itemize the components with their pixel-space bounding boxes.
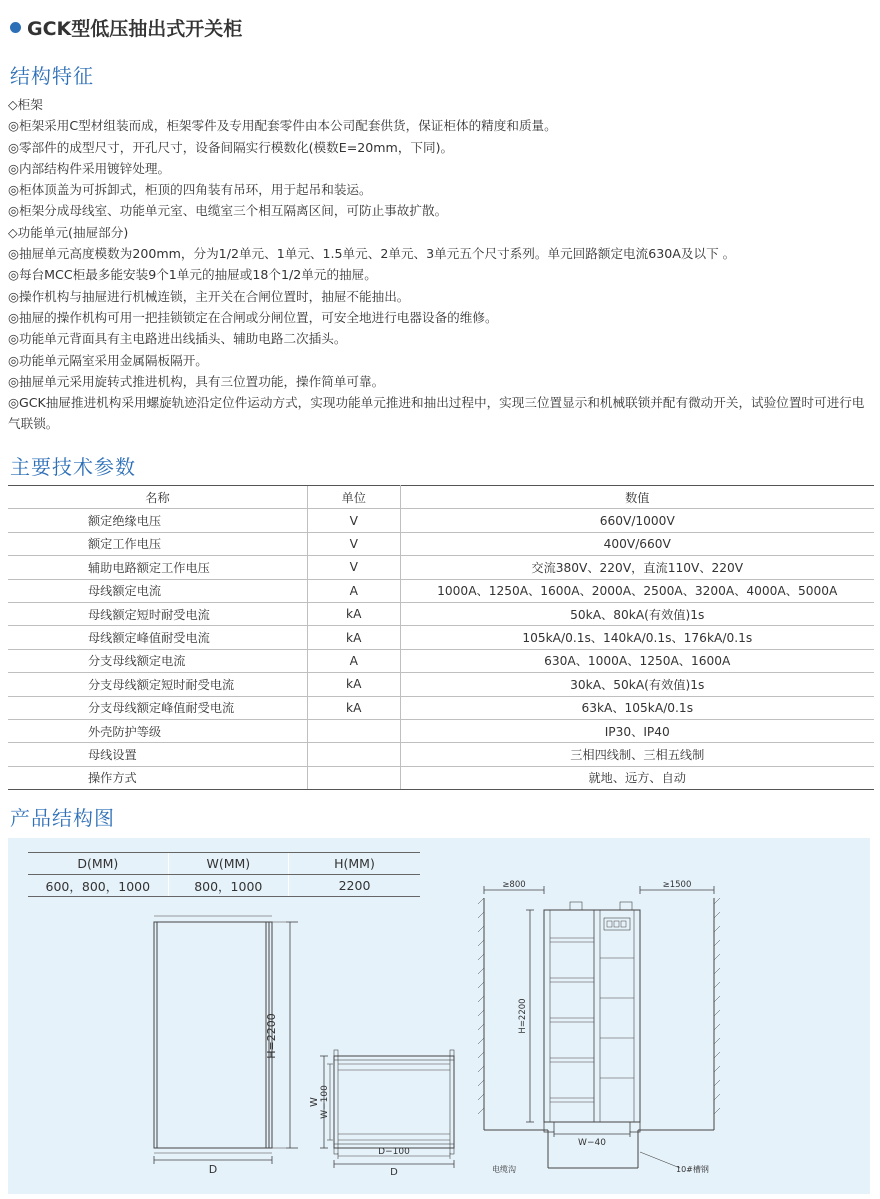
param-value: IP30、IP40: [400, 719, 874, 742]
table-row: [8, 719, 874, 742]
channel-steel-label: 10#槽钢: [676, 1165, 709, 1174]
feature-item: ◇柜架: [8, 97, 43, 112]
param-unit: [307, 743, 400, 766]
param-name: 辅助电路额定工作电压: [8, 556, 307, 579]
feature-item: ◎柜架采用C型材组装而成，柜架零件及专用配套零件由本公司配套供货，保证柜体的精度和质量。: [8, 118, 557, 134]
feature-item: ◎零部件的成型尺寸，开孔尺寸，设备间隔实行模数化(模数E=20mm，下同)。: [8, 139, 454, 155]
front-depth-label: D: [208, 1163, 218, 1176]
installation-view-drawing: [478, 886, 720, 1168]
param-name: 外壳防护等级: [8, 719, 307, 742]
table-row: [8, 696, 874, 719]
document-title-text: GCK型低压抽出式开关柜: [27, 17, 243, 40]
table-row: [8, 626, 874, 649]
feature-item: ◎GCK抽屉推进机构采用螺旋轨迹沿定位件运动方式，实现功能单元推进和抽出过程中，实现三位置显示和机械联锁并配有微动开关，试验位置时可进行电气联锁。: [8, 395, 865, 432]
front-height-label: H=2200: [265, 1013, 278, 1059]
param-unit: V: [307, 509, 400, 532]
install-right-clearance-label: ≥1500: [662, 880, 692, 890]
param-unit: kA: [307, 626, 400, 649]
table-row: [8, 649, 874, 672]
param-value: 三相四线制、三相五线制: [400, 743, 874, 766]
cabinet-drawings: [8, 838, 870, 1194]
feature-item: ◎功能单元背面具有主电路进出线插头、辅助电路二次插头。: [8, 331, 347, 347]
table-row: [8, 766, 874, 789]
table-header-row: [8, 486, 874, 509]
param-unit: [307, 719, 400, 742]
param-value: 630A、1000A、1250A、1600A: [400, 649, 874, 672]
param-value: 660V/1000V: [400, 509, 874, 532]
dim-value-d: 600，800，1000: [28, 875, 168, 897]
param-value: 交流380V、220V，直流110V、220V: [400, 556, 874, 579]
feature-item: ◇功能单元(抽屉部分): [8, 224, 129, 240]
table-row: [8, 743, 874, 766]
top-width-label: W: [309, 1097, 320, 1107]
header-unit: 单位: [307, 486, 400, 509]
table-row: [8, 579, 874, 602]
document-title: [10, 14, 242, 40]
table-row: [8, 556, 874, 579]
param-name: 额定工作电压: [8, 532, 307, 555]
feature-item: ◎抽屉的操作机构可用一把挂锁锁定在合闸或分闸位置，可安全地进行电器设备的维修。: [8, 309, 498, 325]
feature-item: ◎操作机构与抽屉进行机械连锁，主开关在合闸位置时，抽屉不能抽出。: [8, 288, 410, 304]
feature-item: ◎抽屉单元采用旋转式推进机构，具有三位置功能，操作简单可靠。: [8, 373, 385, 389]
param-name: 分支母线额定峰值耐受电流: [8, 696, 307, 719]
header-value: 数值: [400, 486, 874, 509]
param-unit: kA: [307, 673, 400, 696]
cable-trench-label: 电缆沟: [492, 1165, 516, 1174]
param-unit: A: [307, 649, 400, 672]
section-heading-structure: 结构特征: [10, 64, 94, 88]
param-name: 额定绝缘电压: [8, 509, 307, 532]
dim-value-w: 800，1000: [168, 875, 288, 897]
param-unit: V: [307, 532, 400, 555]
structure-diagram-panel: [8, 838, 870, 1194]
param-value: 63kA、105kA/0.1s: [400, 696, 874, 719]
params-table: [8, 485, 874, 790]
top-depth-minus-100-label: D−100: [378, 1147, 410, 1157]
feature-item: ◎抽屉单元高度模数为200mm，分为1/2单元、1单元、1.5单元、2单元、3单元五个尺寸系列。单元回路额定电流630A及以下 。: [8, 246, 736, 262]
dim-value-h: 2200: [289, 875, 421, 897]
top-width-minus-100-label: W−100: [320, 1085, 330, 1119]
install-left-clearance-label: ≥800: [502, 880, 526, 890]
title-bullet-icon: [10, 22, 21, 33]
param-name: 母线额定电流: [8, 579, 307, 602]
table-row: [8, 602, 874, 625]
param-unit: kA: [307, 602, 400, 625]
dim-header-h: H(MM): [289, 853, 421, 875]
param-value: 400V/660V: [400, 532, 874, 555]
section-heading-diagram: 产品结构图: [10, 806, 115, 830]
param-name: 母线额定短时耐受电流: [8, 602, 307, 625]
param-value: 就地、远方、自动: [400, 766, 874, 789]
feature-item: ◎柜架分成母线室、功能单元室、电缆室三个相互隔离区间，可防止事故扩散。: [8, 203, 448, 219]
param-value: 105kA/0.1s、140kA/0.1s、176kA/0.1s: [400, 626, 874, 649]
table-row: [8, 509, 874, 532]
table-row: [8, 532, 874, 555]
param-unit: V: [307, 556, 400, 579]
param-value: 30kA、50kA(有效值)1s: [400, 673, 874, 696]
dim-header-d: D(MM): [28, 853, 168, 875]
feature-item: ◎每台MCC柜最多能安装9个1单元的抽屉或18个1/2单元的抽屉。: [8, 267, 377, 283]
top-depth-label: D: [390, 1167, 398, 1178]
feature-item: ◎内部结构件采用镀锌处理。: [8, 160, 171, 176]
dim-header-w: W(MM): [168, 853, 288, 875]
param-unit: kA: [307, 696, 400, 719]
install-width-minus-40-label: W−40: [578, 1138, 606, 1148]
feature-item: ◎功能单元隔室采用金属隔板隔开。: [8, 352, 208, 368]
param-name: 母线额定峰值耐受电流: [8, 626, 307, 649]
param-name: 分支母线额定电流: [8, 649, 307, 672]
param-unit: [307, 766, 400, 789]
param-name: 分支母线额定短时耐受电流: [8, 673, 307, 696]
param-value: 50kA、80kA(有效值)1s: [400, 602, 874, 625]
install-height-label: H=2200: [518, 998, 528, 1034]
param-name: 操作方式: [8, 766, 307, 789]
param-unit: A: [307, 579, 400, 602]
feature-list: [8, 94, 874, 435]
param-value: 1000A、1250A、1600A、2000A、2500A、3200A、4000A、5000A: [400, 579, 874, 602]
param-name: 母线设置: [8, 743, 307, 766]
feature-item: ◎柜体顶盖为可拆卸式，柜顶的四角装有吊环，用于起吊和装运。: [8, 182, 372, 198]
section-heading-params: 主要技术参数: [10, 455, 136, 479]
header-name: 名称: [8, 486, 307, 509]
table-row: [8, 673, 874, 696]
